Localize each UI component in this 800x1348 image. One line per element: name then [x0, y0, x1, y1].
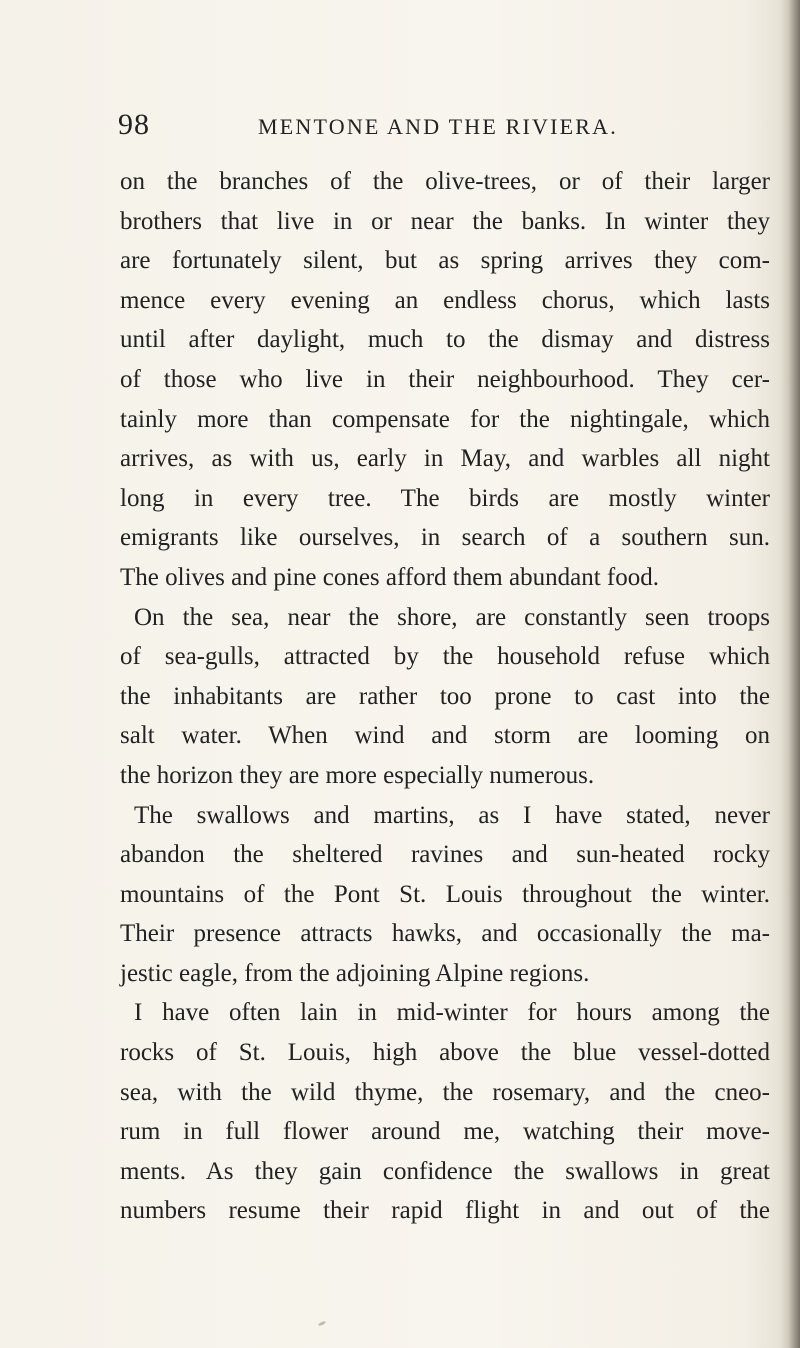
text-line: tainly more than compensate for the nightingale, which — [120, 405, 770, 433]
paper-speck — [318, 1320, 327, 1326]
text-line: The olives and pine cones afford them abundant food. — [120, 563, 659, 591]
text-line: of sea-gulls, attracted by the household refuse which — [120, 643, 770, 671]
text-line: sea, with the wild thyme, the rosemary, and the cneo- — [120, 1078, 770, 1106]
text-line: of those who live in their neighbourhood. They cer- — [120, 365, 770, 393]
text-line: On the sea, near the shore, are constantly seen troops — [134, 603, 770, 631]
text-line: on the branches of the olive-trees, or of their larger — [120, 168, 770, 195]
page-edge-shadow — [780, 0, 800, 1348]
text-line: long in every tree. The birds are mostly winter — [120, 484, 770, 512]
text-line: are fortunately silent, but as spring arrives they com- — [120, 247, 770, 275]
text-line: mence every evening an endless chorus, which lasts — [120, 286, 770, 314]
text-line: the inhabitants are rather too prone to cast into the — [120, 682, 770, 710]
page-header — [118, 108, 768, 148]
text-line: until after daylight, much to the dismay and distress — [120, 326, 770, 354]
running-title: MENTONE AND THE RIVIERA. — [258, 114, 618, 139]
text-line: the horizon they are more especially numerous. — [120, 761, 595, 789]
body-text — [120, 162, 770, 1231]
text-line: numbers resume their rapid flight in and out of the — [120, 1197, 770, 1225]
text-line: I have often lain in mid-winter for hours among the — [134, 999, 770, 1027]
page-number: 98 — [118, 108, 150, 141]
text-line: arrives, as with us, early in May, and warbles all night — [120, 445, 770, 473]
text-line: Their presence attracts hawks, and occasionally the ma- — [120, 920, 770, 948]
text-line: rocks of St. Louis, high above the blue vessel-dotted — [120, 1039, 770, 1067]
text-line: emigrants like ourselves, in search of a southern sun. — [120, 524, 770, 552]
text-line: mountains of the Pont St. Louis throughout the winter. — [120, 880, 770, 908]
text-line: abandon the sheltered ravines and sun-heated rocky — [120, 841, 770, 869]
text-line: ments. As they gain confidence the swallows in great — [120, 1157, 770, 1185]
text-line: The swallows and martins, as I have stated, never — [134, 801, 770, 829]
text-line: brothers that live in or near the banks. In winter they — [120, 207, 770, 235]
text-line: salt water. When wind and storm are looming on — [120, 722, 770, 750]
text-line: rum in full flower around me, watching their move- — [120, 1118, 770, 1146]
text-line: jestic eagle, from the adjoining Alpine regions. — [120, 959, 590, 987]
